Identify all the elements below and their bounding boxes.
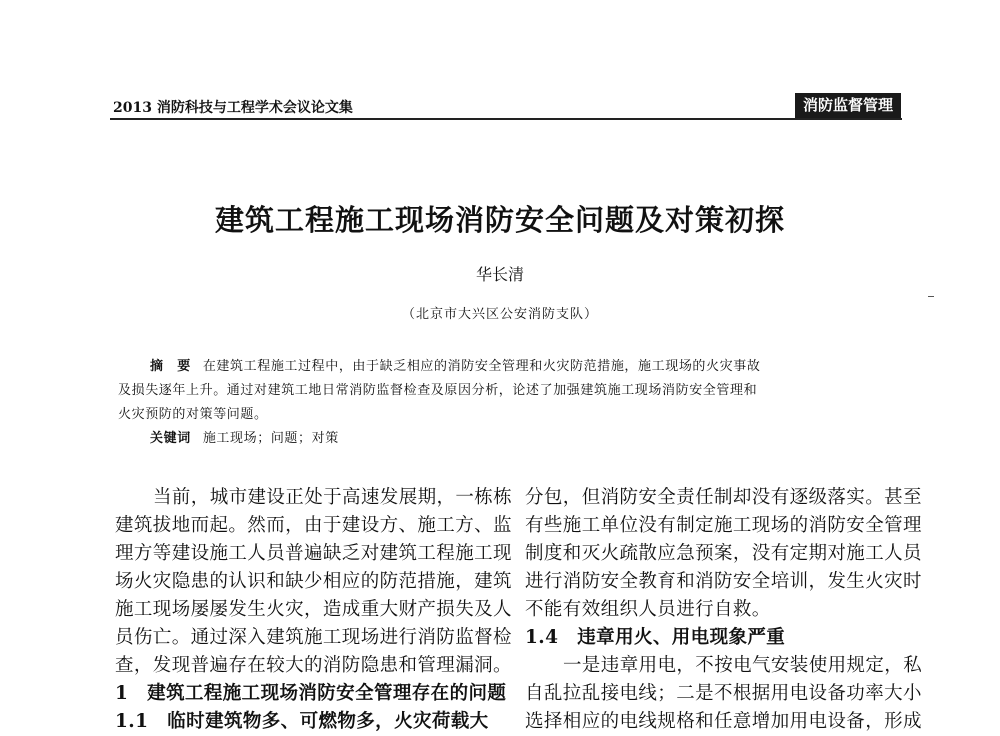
author-affiliation: （北京市大兴区公安消防支队） xyxy=(401,307,598,322)
body-line: 当前，城市建设正处于高速发展期，一栋栋 xyxy=(153,487,513,508)
body-line: 分包，但消防安全责任制却没有逐级落实。甚至 xyxy=(525,487,922,508)
abstract-block xyxy=(118,355,888,451)
body-line: 有些施工单位没有制定施工现场的消防安全管理 xyxy=(525,515,922,536)
keywords-line xyxy=(118,427,888,451)
body-line: 自乱拉乱接电线；二是不根据用电设备功率大小 xyxy=(525,683,922,704)
body-line: 不能有效组织人员进行自救。 xyxy=(525,599,771,620)
body-line: 查，发现普遍存在较大的消防隐患和管理漏洞。 xyxy=(115,655,512,676)
body-line: 进行消防安全教育和消防安全培训，发生火灾时 xyxy=(525,571,922,592)
body-line: 理方等建设施工人员普遍缺乏对建筑工程施工现 xyxy=(115,543,512,564)
body-column-right xyxy=(525,484,922,736)
body-line: 场火灾隐患的认识和缺少相应的防范措施，建筑 xyxy=(115,571,512,592)
section-heading: 1 建筑工程施工现场消防安全管理存在的问题 xyxy=(115,683,507,704)
body-line: 施工现场屡屡发生火灾，造成重大财产损失及人 xyxy=(115,599,512,620)
body-line: 选择相应的电线规格和任意增加用电设备，形成 xyxy=(525,711,922,732)
keywords-text: 施工现场；问题；对策 xyxy=(202,431,339,446)
scan-mark xyxy=(928,296,934,297)
section-heading: 1.4 违章用火、用电现象严重 xyxy=(525,627,786,648)
abstract-line: 火灾预防的对策等问题。 xyxy=(118,407,268,422)
keywords-label: 关键词 xyxy=(150,431,191,446)
section-label: 消防监督管理 xyxy=(795,93,901,118)
body-line: 建筑拔地而起。然而，由于建设方、施工方、监 xyxy=(115,515,512,536)
article-title: 建筑工程施工现场消防安全问题及对策初探 xyxy=(214,203,785,237)
abstract-line: 及损失逐年上升。通过对建筑工地日常消防监督检查及原因分析，论述了加强建筑施工现场消防安全管理和 xyxy=(118,383,758,398)
abstract-label: 摘 要 xyxy=(150,359,191,374)
abstract-text: 在建筑工程施工过程中，由于缺乏相应的消防安全管理和火灾防范措施，施工现场的火灾事故 xyxy=(202,359,761,374)
section-heading: 1.1 临时建筑物多、可燃物多，火灾荷载大 xyxy=(115,711,489,732)
body-line: 员伤亡。通过深入建筑施工现场进行消防监督检 xyxy=(115,627,512,648)
header-rule xyxy=(110,118,902,120)
body-line: 一是违章用电，不按电气安装使用规定，私 xyxy=(563,655,923,676)
body-column-left xyxy=(115,484,512,736)
author-name: 华长清 xyxy=(475,265,524,284)
proceedings-title: 2013 消防科技与工程学术会议论文集 xyxy=(113,100,353,116)
abstract-line xyxy=(118,355,888,379)
body-line: 制度和灭火疏散应急预案，没有定期对施工人员 xyxy=(525,543,922,564)
